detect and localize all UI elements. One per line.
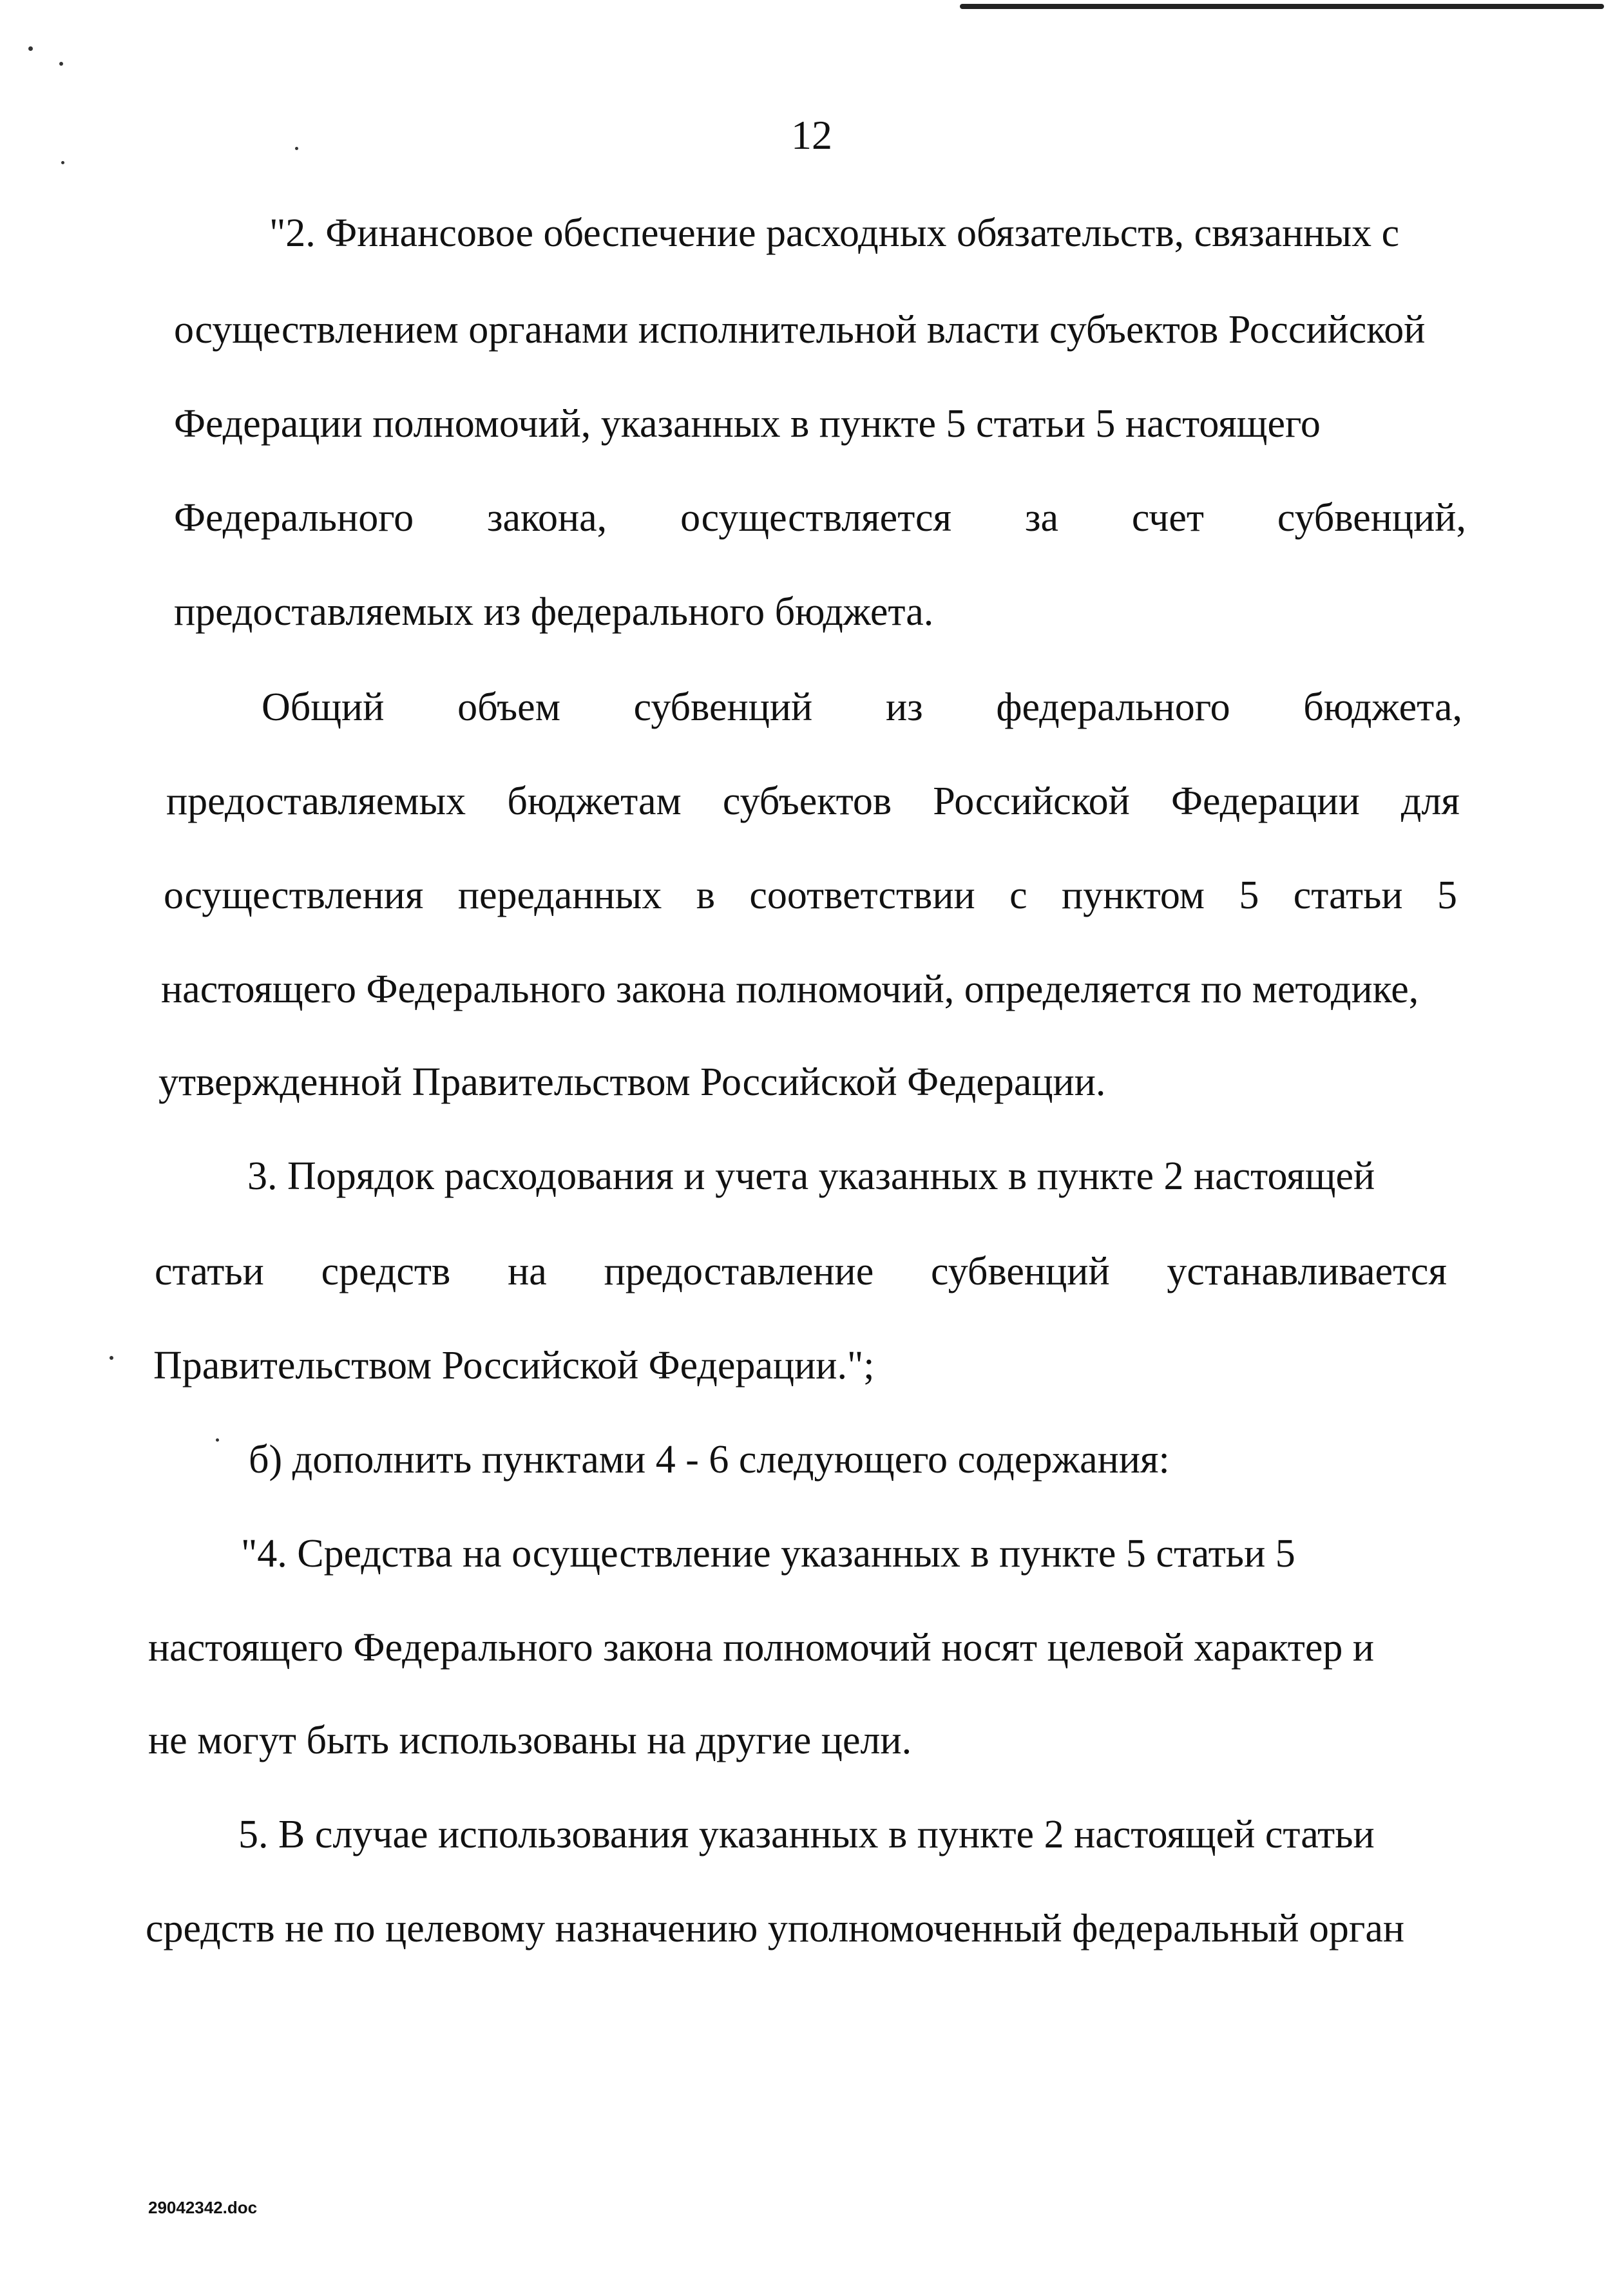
scan-speck <box>216 1438 219 1442</box>
word: средств <box>321 1250 451 1293</box>
word: с <box>1009 873 1027 917</box>
word: субвенций, <box>1277 496 1466 540</box>
text-line: настоящего Федерального закона полномочий, определяется по методике, <box>161 968 1419 1011</box>
word: бюджета, <box>1303 685 1462 729</box>
top-scan-rule <box>960 4 1604 9</box>
word: субъектов <box>722 779 892 823</box>
word: устанавливается <box>1167 1250 1447 1293</box>
text-line: предоставляемых из федерального бюджета. <box>174 590 934 634</box>
footer-filename: 29042342.doc <box>148 2198 258 2217</box>
scan-speck <box>59 62 63 66</box>
scan-speck <box>110 1356 113 1360</box>
word: из <box>885 685 923 729</box>
word: переданных <box>457 873 662 917</box>
word: пунктом <box>1061 873 1205 917</box>
text-line <box>164 870 1457 921</box>
text-line: 3. Порядок расходования и учета указанных в пункте 2 настоящей <box>247 1154 1375 1198</box>
word: статьи <box>1293 873 1403 917</box>
word: бюджетам <box>507 779 682 823</box>
word: Российской <box>933 779 1130 823</box>
text-line: "4. Средства на осуществление указанных в пункте 5 статьи 5 <box>241 1532 1295 1576</box>
word: в <box>696 873 715 917</box>
word: за <box>1024 496 1058 540</box>
word: субвенций <box>931 1250 1110 1293</box>
word: на <box>508 1250 547 1293</box>
text-line: б) дополнить пунктами 4 - 6 следующего содержания: <box>249 1438 1170 1482</box>
word: предоставляемых <box>166 779 466 823</box>
text-line <box>174 492 1466 544</box>
text-line: Федерации полномочий, указанных в пункте 5 статьи 5 настоящего <box>174 402 1321 446</box>
text-line: не могут быть использованы на другие цели. <box>148 1719 912 1762</box>
word: Федерации <box>1170 779 1360 823</box>
word: субвенций <box>633 685 813 729</box>
word: закона, <box>487 496 607 540</box>
scan-speck <box>61 161 64 164</box>
text-line: средств не по целевому назначению уполномоченный федеральный орган <box>146 1907 1405 1950</box>
word: статьи <box>155 1250 264 1293</box>
word: 5 <box>1239 873 1259 917</box>
word: счет <box>1131 496 1204 540</box>
word: федерального <box>996 685 1230 729</box>
scan-speck <box>28 46 33 51</box>
text-line <box>155 1246 1447 1297</box>
text-line <box>166 776 1460 827</box>
word: Федерального <box>174 496 414 540</box>
word: Общий <box>262 685 385 729</box>
text-line: настоящего Федерального закона полномочий носят целевой характер и <box>148 1626 1375 1670</box>
word: осуществления <box>164 873 424 917</box>
word: для <box>1400 779 1460 823</box>
page-number: 12 <box>791 112 832 158</box>
word: соответствии <box>749 873 975 917</box>
word: 5 <box>1437 873 1457 917</box>
text-line: "2. Финансовое обеспечение расходных обязательств, связанных с <box>269 211 1400 255</box>
word: осуществляется <box>680 496 952 540</box>
scan-speck <box>295 147 298 150</box>
text-line: 5. В случае использования указанных в пункте 2 настоящей статьи <box>238 1813 1375 1856</box>
text-line: утвержденной Правительством Российской Федерации. <box>158 1060 1106 1104</box>
text-line <box>262 682 1462 733</box>
text-line: Правительством Российской Федерации."; <box>153 1344 875 1388</box>
word: объем <box>457 685 560 729</box>
text-line: осуществлением органами исполнительной власти субъектов Российской <box>174 308 1426 352</box>
word: предоставление <box>604 1250 874 1293</box>
